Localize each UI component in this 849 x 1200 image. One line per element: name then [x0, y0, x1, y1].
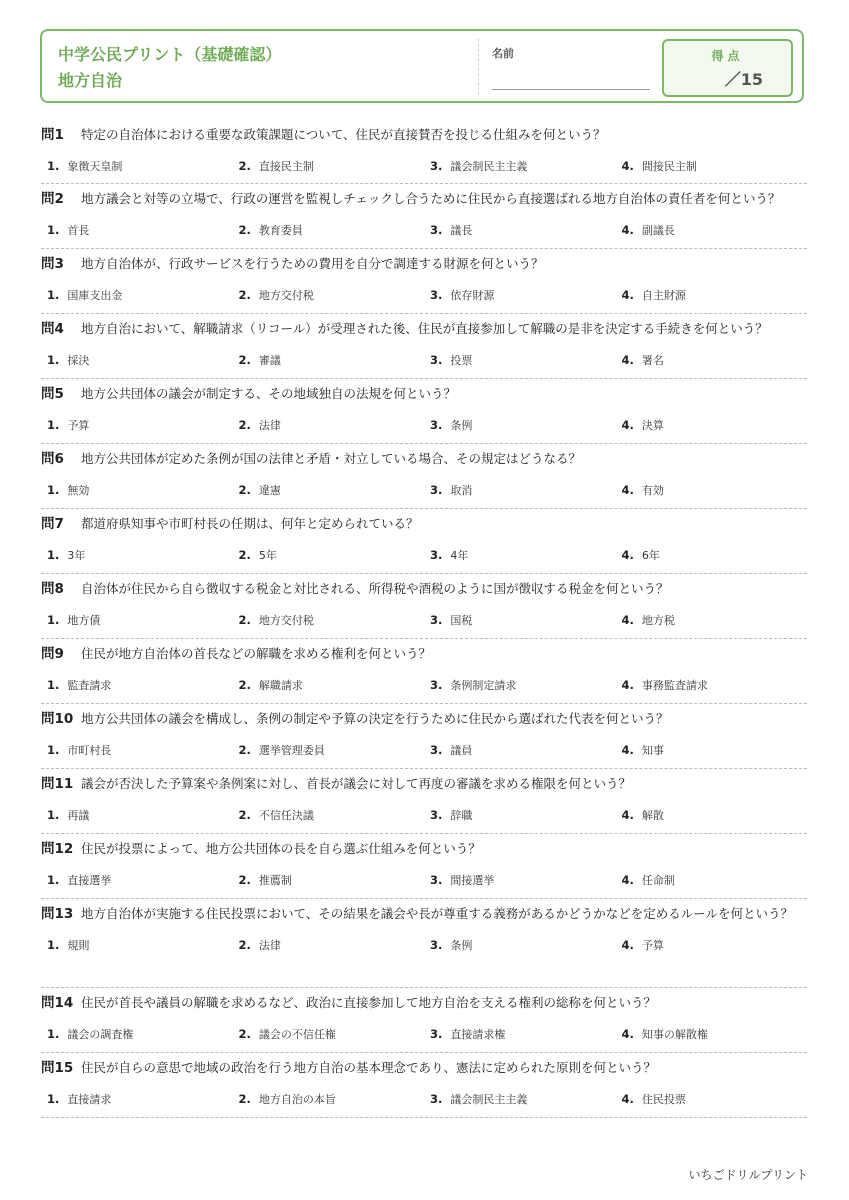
answer-choice[interactable]: [41, 417, 233, 433]
answer-choice[interactable]: [41, 547, 233, 563]
answer-choices: [41, 929, 807, 960]
answer-choice[interactable]: [424, 937, 616, 953]
answer-choices: [41, 604, 807, 635]
choice-text: 直接請求: [67, 1092, 112, 1106]
choice-number: 1.: [47, 937, 60, 952]
answer-choice[interactable]: [424, 352, 616, 368]
answer-choice[interactable]: [424, 287, 616, 303]
question-list: [41, 120, 807, 1118]
question-row: [41, 120, 807, 150]
choice-text: 違憲: [258, 483, 281, 497]
choice-number: 1.: [47, 677, 60, 692]
question-number: 問9: [41, 646, 64, 662]
question-number: 問12: [41, 841, 74, 857]
choice-number: 3.: [430, 352, 443, 367]
choice-number: 3.: [430, 612, 443, 627]
answer-choice[interactable]: [41, 807, 233, 823]
choice-number: 4.: [621, 287, 634, 302]
answer-choice[interactable]: [41, 1091, 233, 1107]
choice-number: 3.: [430, 158, 443, 173]
question-number: 問2: [41, 191, 64, 207]
choice-text: 象徴天皇制: [67, 159, 123, 173]
question-item: [41, 444, 807, 509]
answer-choice[interactable]: [424, 872, 616, 888]
choice-number: 3.: [430, 1091, 443, 1106]
question-text: 特定の自治体における重要な政策課題について、住民が直接賛否を投じる仕組みを何という？: [81, 127, 606, 142]
answer-choices: [41, 150, 807, 181]
choice-text: 地方税: [641, 613, 675, 627]
question-row: [41, 1053, 807, 1083]
choice-text: 再議: [67, 808, 90, 822]
choice-number: 3.: [430, 807, 443, 822]
choice-number: 1.: [47, 872, 60, 887]
choice-text: 市町村長: [67, 743, 112, 757]
choice-text: 直接選挙: [67, 873, 112, 887]
score-total: ／15: [724, 70, 763, 89]
choice-number: 4.: [621, 612, 634, 627]
answer-choice[interactable]: [616, 612, 808, 628]
choice-text: 法律: [258, 938, 281, 952]
answer-choice[interactable]: [616, 1026, 808, 1042]
question-item: [41, 899, 807, 988]
question-row: [41, 249, 807, 279]
choice-number: 1.: [47, 612, 60, 627]
choice-number: 4.: [621, 482, 634, 497]
question-row: [41, 834, 807, 864]
choice-text: 地方自治の本旨: [258, 1092, 336, 1106]
choice-number: 4.: [621, 352, 634, 367]
choice-text: 決算: [641, 418, 664, 432]
choice-number: 4.: [621, 1091, 634, 1106]
choice-number: 2.: [238, 872, 251, 887]
question-row: [41, 988, 807, 1018]
choice-text: 規則: [67, 938, 90, 952]
choice-text: 6年: [641, 548, 660, 562]
choice-text: 条例: [450, 938, 473, 952]
choice-number: 4.: [621, 872, 634, 887]
choice-number: 2.: [238, 612, 251, 627]
choice-text: 法律: [258, 418, 281, 432]
answer-choices: [41, 1083, 807, 1114]
choice-number: 1.: [47, 352, 60, 367]
choice-text: 解職請求: [258, 678, 303, 692]
worksheet-title: [58, 42, 281, 94]
answer-choice[interactable]: [424, 1091, 616, 1107]
question-number: 問1: [41, 127, 64, 143]
question-item: [41, 639, 807, 704]
question-text: 議会が否決した予算案や条例案に対し、首長が議会に対して再度の審議を求める権限を何という？: [81, 776, 632, 791]
choice-text: 不信任決議: [258, 808, 314, 822]
choice-number: 3.: [430, 742, 443, 757]
question-text: 住民が自らの意思で地域の政治を行う地方自治の基本理念であり、憲法に定められた原則を何という？: [81, 1060, 657, 1075]
question-item: [41, 704, 807, 769]
answer-choice[interactable]: [616, 1091, 808, 1107]
answer-choice[interactable]: [616, 482, 808, 498]
answer-choice[interactable]: [233, 417, 425, 433]
answer-choice[interactable]: [616, 222, 808, 238]
question-item: [41, 120, 807, 184]
choice-text: 事務監査請求: [641, 678, 708, 692]
question-row: [41, 899, 807, 929]
question-number: 問8: [41, 581, 64, 597]
choice-number: 2.: [238, 937, 251, 952]
answer-choices: [41, 799, 807, 830]
answer-choice[interactable]: [41, 742, 233, 758]
choice-text: 無効: [67, 483, 90, 497]
choice-text: 議会制民主主義: [450, 1092, 528, 1106]
question-item: [41, 834, 807, 899]
question-item: [41, 249, 807, 314]
question-text: 地方公共団体の議会が制定する、その地域独自の法規を何という？: [81, 386, 457, 401]
answer-choice[interactable]: [41, 677, 233, 693]
choice-text: 有効: [641, 483, 664, 497]
choice-number: 2.: [238, 482, 251, 497]
question-item: [41, 988, 807, 1053]
question-item: [41, 379, 807, 444]
question-text: 地方公共団体が定めた条例が国の法律と矛盾・対立している場合、その規定はどうなる？: [81, 451, 582, 466]
answer-choice[interactable]: [233, 1091, 425, 1107]
choice-number: 4.: [621, 742, 634, 757]
choice-text: 教育委員: [258, 223, 303, 237]
question-number: 問11: [41, 776, 74, 792]
answer-choice[interactable]: [233, 287, 425, 303]
answer-choice[interactable]: [41, 872, 233, 888]
choice-number: 3.: [430, 417, 443, 432]
score-label: 得点: [711, 49, 744, 63]
choice-number: 3.: [430, 677, 443, 692]
choice-text: 署名: [641, 353, 664, 367]
answer-choice[interactable]: [424, 1026, 616, 1042]
answer-choice[interactable]: [41, 222, 233, 238]
choice-text: 首長: [67, 223, 90, 237]
question-number: 問4: [41, 321, 64, 337]
answer-choice[interactable]: [233, 482, 425, 498]
question-row: [41, 314, 807, 344]
question-number: 問7: [41, 516, 64, 532]
choice-number: 2.: [238, 677, 251, 692]
choice-number: 1.: [47, 1091, 60, 1106]
question-item: [41, 769, 807, 834]
answer-choice[interactable]: [424, 742, 616, 758]
answer-choice[interactable]: [233, 352, 425, 368]
question-text: 都道府県知事や市町村長の任期は、何年と定められている？: [81, 516, 419, 531]
choice-number: 2.: [238, 1091, 251, 1106]
answer-choice[interactable]: [424, 612, 616, 628]
question-number: 問5: [41, 386, 64, 402]
choice-number: 2.: [238, 158, 251, 173]
choice-text: 知事の解散権: [641, 1027, 708, 1041]
question-text: 自治体が住民から自ら徴収する税金と対比される、所得税や酒税のように国が徴収する税金を何という？: [81, 581, 669, 596]
choice-text: 地方交付税: [258, 613, 314, 627]
answer-choices: [41, 539, 807, 570]
answer-choice[interactable]: [424, 158, 616, 174]
question-item: [41, 509, 807, 574]
choice-text: 自主財源: [641, 288, 686, 302]
choice-text: 地方交付税: [258, 288, 314, 302]
answer-choice[interactable]: [41, 1026, 233, 1042]
choice-text: 直接請求権: [450, 1027, 506, 1041]
answer-choice[interactable]: [41, 158, 233, 174]
question-item: [41, 314, 807, 379]
choice-text: 辞職: [450, 808, 473, 822]
question-row: [41, 574, 807, 604]
answer-choice[interactable]: [233, 1026, 425, 1042]
question-text: 住民が投票によって、地方公共団体の長を自ら選ぶ仕組みを何という？: [81, 841, 481, 856]
choice-text: 取消: [450, 483, 473, 497]
question-number: 問3: [41, 256, 64, 272]
question-number: 問6: [41, 451, 64, 467]
answer-choice[interactable]: [233, 742, 425, 758]
answer-choice[interactable]: [616, 677, 808, 693]
question-row: [41, 704, 807, 734]
answer-choice[interactable]: [616, 937, 808, 953]
question-item: [41, 574, 807, 639]
question-number: 問15: [41, 1060, 74, 1076]
score-box: [662, 39, 793, 97]
answer-choices: [41, 734, 807, 765]
answer-choice[interactable]: [616, 352, 808, 368]
answer-choice[interactable]: [41, 612, 233, 628]
answer-choices: [41, 474, 807, 505]
choice-text: 間接選挙: [450, 873, 495, 887]
question-text: 住民が地方自治体の首長などの解職を求める権利を何という？: [81, 646, 432, 661]
question-row: [41, 444, 807, 474]
answer-choice[interactable]: [41, 287, 233, 303]
answer-choice[interactable]: [616, 547, 808, 563]
choice-number: 1.: [47, 417, 60, 432]
choice-number: 1.: [47, 158, 60, 173]
answer-choice[interactable]: [424, 417, 616, 433]
choice-text: 予算: [641, 938, 664, 952]
choice-number: 1.: [47, 1026, 60, 1041]
header-divider: [478, 39, 479, 95]
name-label: 名前: [492, 47, 514, 60]
answer-choice[interactable]: [233, 807, 425, 823]
answer-choice[interactable]: [616, 287, 808, 303]
choice-number: 2.: [238, 287, 251, 302]
choice-text: 間接民主制: [641, 159, 697, 173]
question-text: 地方議会と対等の立場で、行政の運営を監視しチェックし合うために住民から直接選ばれる地方自治体の責任者を何という？: [81, 191, 781, 206]
name-field[interactable]: [492, 89, 650, 90]
question-number: 問10: [41, 711, 74, 727]
choice-text: 予算: [67, 418, 90, 432]
choice-text: 任命制: [641, 873, 675, 887]
choice-number: 2.: [238, 742, 251, 757]
answer-choice[interactable]: [424, 677, 616, 693]
answer-choice[interactable]: [424, 482, 616, 498]
answer-choice[interactable]: [616, 158, 808, 174]
choice-number: 4.: [621, 677, 634, 692]
choice-number: 2.: [238, 417, 251, 432]
answer-choices: [41, 344, 807, 375]
answer-choice[interactable]: [616, 872, 808, 888]
choice-text: 議員: [450, 743, 473, 757]
question-item: [41, 184, 807, 249]
question-text: 地方自治体が、行政サービスを行うための費用を自分で調達する財源を何という？: [81, 256, 544, 271]
choice-text: 5年: [258, 548, 277, 562]
choice-text: 議会の調査権: [67, 1027, 134, 1041]
answer-choices: [41, 669, 807, 700]
answer-choice[interactable]: [233, 872, 425, 888]
choice-text: 解散: [641, 808, 664, 822]
choice-number: 2.: [238, 807, 251, 822]
choice-number: 1.: [47, 807, 60, 822]
choice-text: 条例制定請求: [450, 678, 517, 692]
choice-text: 推薦制: [258, 873, 292, 887]
choice-number: 3.: [430, 872, 443, 887]
answer-choice[interactable]: [233, 158, 425, 174]
question-text: 地方公共団体の議会を構成し、条例の制定や予算の決定を行うために住民から選ばれた代表を何という？: [81, 711, 669, 726]
answer-choices: [41, 409, 807, 440]
choice-text: 議会の不信任権: [258, 1027, 336, 1041]
choice-number: 1.: [47, 287, 60, 302]
choice-number: 4.: [621, 158, 634, 173]
answer-choice[interactable]: [41, 937, 233, 953]
question-row: [41, 379, 807, 409]
choice-text: 国税: [450, 613, 473, 627]
choice-text: 知事: [641, 743, 664, 757]
choice-text: 直接民主制: [258, 159, 314, 173]
title-subject: 中学公民プリント（基礎確認）: [58, 45, 282, 64]
choice-number: 2.: [238, 352, 251, 367]
choice-number: 3.: [430, 937, 443, 952]
choice-number: 1.: [47, 482, 60, 497]
choice-number: 4.: [621, 222, 634, 237]
choice-number: 4.: [621, 937, 634, 952]
answer-choice[interactable]: [616, 417, 808, 433]
choice-number: 2.: [238, 547, 251, 562]
answer-choice[interactable]: [233, 612, 425, 628]
choice-number: 3.: [430, 222, 443, 237]
answer-choice[interactable]: [41, 482, 233, 498]
question-item: [41, 1053, 807, 1118]
choice-number: 4.: [621, 417, 634, 432]
choice-number: 2.: [238, 222, 251, 237]
choice-number: 4.: [621, 807, 634, 822]
title-topic: 地方自治: [58, 71, 123, 90]
choice-number: 2.: [238, 1026, 251, 1041]
choice-text: 議長: [450, 223, 473, 237]
answer-choice[interactable]: [424, 547, 616, 563]
question-row: [41, 769, 807, 799]
choice-text: 副議長: [641, 223, 675, 237]
choice-text: 議会制民主主義: [450, 159, 528, 173]
answer-choice[interactable]: [616, 807, 808, 823]
answer-choice[interactable]: [616, 742, 808, 758]
answer-choice[interactable]: [233, 222, 425, 238]
choice-text: 地方債: [67, 613, 101, 627]
choice-number: 3.: [430, 1026, 443, 1041]
question-text: 住民が首長や議員の解職を求めるなど、政治に直接参加して地方自治を支える権利の総称を何という？: [81, 995, 657, 1010]
choice-number: 1.: [47, 222, 60, 237]
question-row: [41, 184, 807, 214]
question-row: [41, 509, 807, 539]
answer-choice[interactable]: [41, 352, 233, 368]
answer-choices: [41, 279, 807, 310]
choice-number: 1.: [47, 742, 60, 757]
choice-text: 条例: [450, 418, 473, 432]
answer-choice[interactable]: [233, 937, 425, 953]
choice-text: 監査請求: [67, 678, 112, 692]
choice-number: 3.: [430, 482, 443, 497]
question-text: 地方自治体が実施する住民投票において、その結果を議会や長が尊重する義務があるかどうかなどを定めるルールを何という？: [81, 906, 794, 921]
answer-choices: [41, 214, 807, 245]
question-number: 問13: [41, 906, 74, 922]
answer-choices: [41, 1018, 807, 1049]
choice-number: 3.: [430, 547, 443, 562]
question-number: 問14: [41, 995, 74, 1011]
question-text: 地方自治において、解職請求（リコール）が受理された後、住民が直接参加して解職の是非を決定する手続きを何という？: [81, 321, 768, 336]
answer-choice[interactable]: [233, 677, 425, 693]
choice-text: 投票: [450, 353, 473, 367]
choice-text: 選挙管理委員: [258, 743, 325, 757]
answer-choices: [41, 864, 807, 895]
footer-brand: いちごドリルプリント: [688, 1168, 808, 1182]
choice-text: 4年: [450, 548, 469, 562]
choice-number: 4.: [621, 547, 634, 562]
choice-text: 住民投票: [641, 1092, 686, 1106]
answer-choice[interactable]: [424, 222, 616, 238]
worksheet-header: [40, 29, 804, 103]
choice-number: 3.: [430, 287, 443, 302]
answer-choice[interactable]: [424, 807, 616, 823]
choice-text: 審議: [258, 353, 281, 367]
choice-text: 依存財源: [450, 288, 495, 302]
choice-number: 4.: [621, 1026, 634, 1041]
answer-choice[interactable]: [233, 547, 425, 563]
choice-number: 1.: [47, 547, 60, 562]
question-row: [41, 639, 807, 669]
choice-text: 国庫支出金: [67, 288, 123, 302]
choice-text: 3年: [67, 548, 86, 562]
choice-text: 採決: [67, 353, 90, 367]
